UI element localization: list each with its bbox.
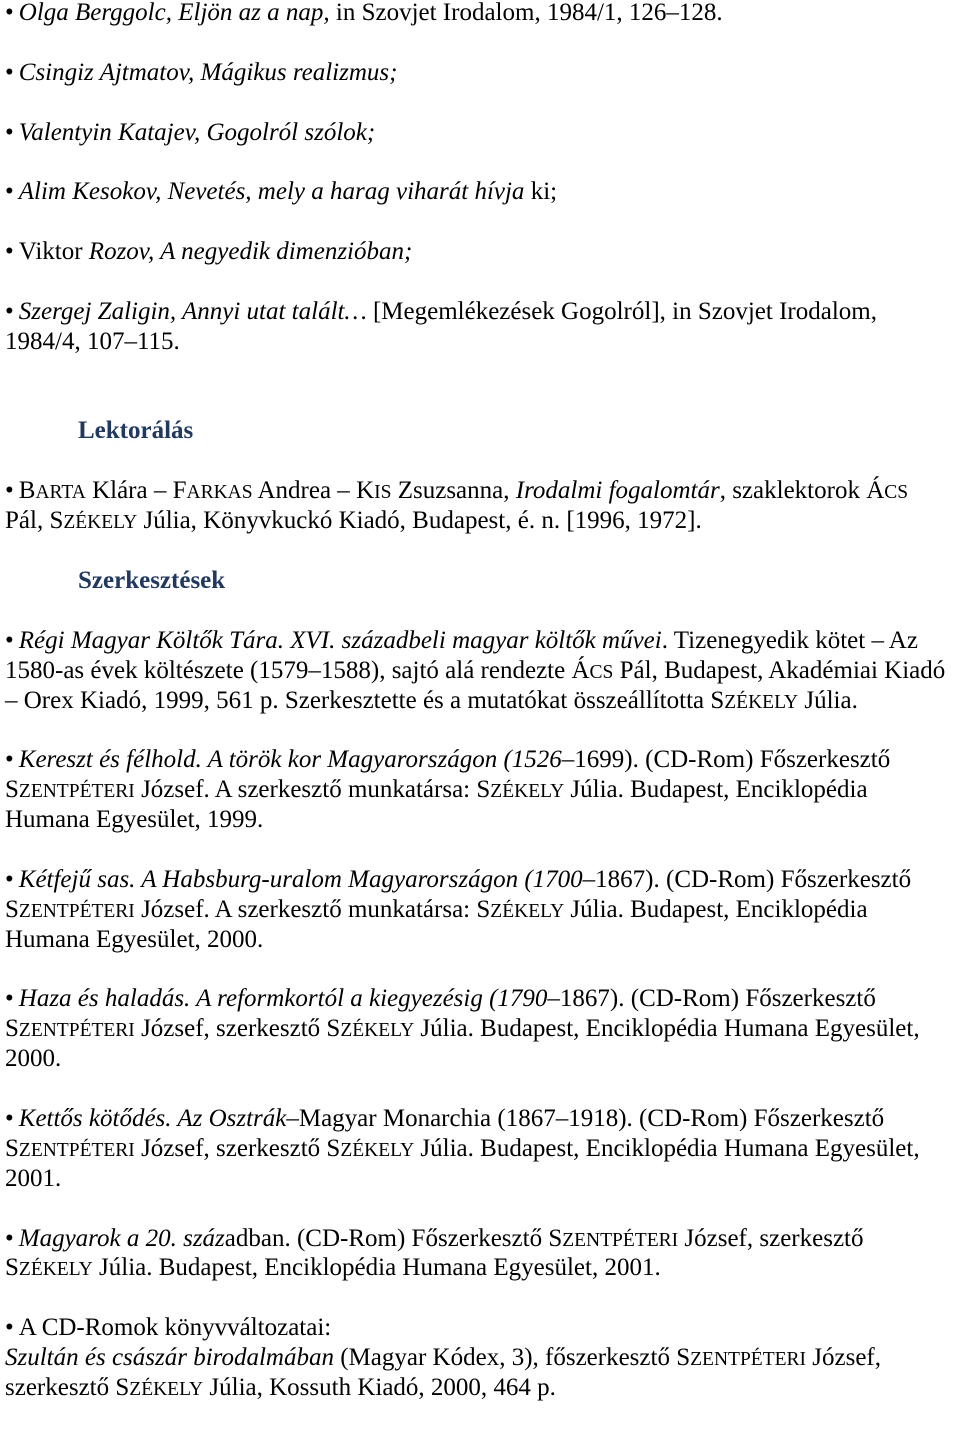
text-line — [5, 1343, 955, 1373]
small-caps-name: SZENTPÉTERI — [5, 1015, 135, 1043]
text-run: Humana Egyesület, 1999. — [5, 806, 264, 834]
bullet-glyph: • — [5, 1104, 14, 1132]
text-run: Pál, Budapest, Akadémiai Kiadó — [613, 656, 946, 684]
text-line — [5, 0, 955, 28]
text-line — [5, 656, 955, 686]
bibliography-entry — [5, 626, 955, 716]
intro-bibliography-list — [5, 0, 955, 357]
text-line — [5, 745, 955, 775]
small-caps-name: SZENTPÉTERI — [5, 895, 135, 923]
text-run: József, — [806, 1344, 882, 1372]
text-line — [5, 1104, 955, 1134]
text-run: Andrea – — [252, 477, 357, 505]
italic-title-text: Magyarok a 20. száz — [18, 1224, 225, 1252]
bullet-glyph: • — [5, 1224, 14, 1252]
text-line — [5, 58, 955, 88]
text-run: 2000. — [5, 1045, 62, 1073]
bibliography-entry — [5, 476, 955, 536]
text-run: Klára – — [85, 477, 173, 505]
small-caps-name: SZENTPÉTERI — [676, 1344, 807, 1372]
section-heading: Lektorálás — [78, 417, 194, 445]
text-run: 1867). (CD-Rom) Főszerkesztő — [559, 985, 876, 1013]
text-run: Magyar Monarchia (1867–1918). (CD-Rom) Főszerkesztő — [298, 1104, 885, 1132]
bullet-glyph: • — [5, 746, 14, 774]
text-run: 1699). (CD-Rom) Főszerkesztő — [574, 746, 891, 774]
text-run: . Tizenegyedik kötet – Az — [661, 626, 918, 654]
text-run: József. A szerkesztő munkatársa: — [134, 895, 477, 923]
italic-title-text: Kettős kötődés. Az Osztrák– — [18, 1104, 299, 1132]
bibliography-entry — [5, 297, 955, 357]
section-szerkesztesek — [5, 566, 955, 1403]
italic-title-text: Szergej Zaligin, Annyi utat talált… — [18, 297, 367, 325]
text-run: , szaklektorok — [719, 477, 867, 505]
text-line — [5, 984, 955, 1014]
italic-title-text: Kétfejű sas. A Habsburg-uralom Magyarországon (1700– — [18, 865, 596, 893]
bibliography-entry — [5, 0, 955, 28]
text-line — [5, 177, 955, 207]
text-run: Viktor — [18, 238, 89, 266]
bibliography-entry — [5, 865, 955, 955]
text-run: Júlia. Budapest, Enciklopédia Humana Egyesület, — [414, 1134, 920, 1162]
small-caps-name: SZENTPÉTERI — [5, 1134, 135, 1162]
italic-title-text: Irodalmi fogalomtár — [515, 477, 720, 505]
bibliography-entry — [5, 745, 955, 835]
small-caps-name: KIS — [356, 477, 392, 505]
bullet-glyph: • — [5, 118, 14, 146]
bibliography-entry — [5, 237, 955, 267]
italic-title-text: Olga Berggolc, Eljön az a nap, — [18, 0, 330, 26]
bullet-glyph: • — [5, 626, 14, 654]
text-run: Júlia, Könyvkuckó Kiadó, Budapest, é. n. [1996, 1972]. — [137, 507, 702, 535]
small-caps-name: SZÉKELY — [5, 1254, 93, 1282]
small-caps-name: SZÉKELY — [710, 686, 799, 714]
bullet-glyph: • — [5, 1314, 14, 1342]
text-line — [5, 237, 955, 267]
section-heading: Szerkesztések — [78, 566, 226, 594]
text-run: Júlia. Budapest, Enciklopédia — [564, 776, 868, 804]
text-run: in Szovjet Irodalom, 1984/1, 126–128. — [329, 0, 723, 26]
text-line — [5, 1014, 955, 1044]
bullet-glyph: • — [5, 0, 14, 26]
text-line — [5, 1164, 955, 1194]
text-run: A CD-Romok könyvváltozatai: — [18, 1314, 332, 1342]
italic-title-text: Rozov, A negyedik dimenzióban; — [88, 238, 413, 266]
text-run: József, szerkesztő — [678, 1224, 864, 1252]
text-run: 1580-as évek költészete (1579–1588), sajtó alá rendezte — [5, 656, 572, 684]
text-run: József, szerkesztő — [134, 1015, 327, 1043]
text-run: Júlia. Budapest, Enciklopédia Humana Egyesület, — [414, 1015, 920, 1043]
text-line — [5, 1313, 955, 1343]
bullet-glyph: • — [5, 178, 14, 206]
text-line — [5, 476, 955, 506]
text-run: József, szerkesztő — [134, 1134, 327, 1162]
bullet-glyph: • — [5, 985, 14, 1013]
bibliography-entry — [5, 1224, 955, 1284]
text-run: Júlia. Budapest, Enciklopédia — [564, 895, 868, 923]
italic-title-text: Szultán és császár birodalmában — [5, 1344, 334, 1372]
small-caps-name: SZÉKELY — [476, 776, 565, 804]
text-line — [5, 297, 955, 327]
italic-title-text: Alim Kesokov, Nevetés, mely a harag viharát hívja — [18, 178, 525, 206]
small-caps-name: ÁCS — [866, 477, 909, 505]
bibliography-entry — [5, 177, 955, 207]
text-line — [5, 327, 955, 357]
italic-title-text: Valentyin Katajev, Gogolról szólok; — [18, 118, 376, 146]
italic-title-text: Haza és haladás. A reformkortól a kiegyezésig (1790– — [18, 985, 560, 1013]
text-line — [5, 686, 955, 716]
text-run: Júlia. — [798, 686, 858, 714]
text-line — [5, 865, 955, 895]
text-run: adban. (CD-Rom) Főszerkesztő — [224, 1224, 549, 1252]
text-run: – Orex Kiadó, 1999, 561 p. Szerkesztette és a mutatókat összeállította — [5, 686, 711, 714]
text-line — [5, 118, 955, 148]
text-run: Humana Egyesület, 2000. — [5, 925, 264, 953]
small-caps-name: SZÉKELY — [326, 1134, 415, 1162]
bibliography-entry — [5, 58, 955, 88]
text-line — [5, 626, 955, 656]
text-run: 1867). (CD-Rom) Főszerkesztő — [595, 865, 912, 893]
small-caps-name: ÁCS — [571, 656, 614, 684]
bullet-glyph: • — [5, 865, 14, 893]
small-caps-name: SZÉKELY — [476, 895, 565, 923]
text-line — [5, 775, 955, 805]
small-caps-name: SZÉKELY — [49, 507, 138, 535]
small-caps-name: SZÉKELY — [326, 1015, 415, 1043]
text-run: Zsuzsanna, — [391, 477, 516, 505]
text-line — [5, 1373, 955, 1403]
text-line — [5, 1134, 955, 1164]
bullet-glyph: • — [5, 238, 14, 266]
text-line — [5, 1044, 955, 1074]
bibliography-entry — [5, 984, 955, 1074]
text-run: ki; — [524, 178, 558, 206]
text-line — [5, 805, 955, 835]
section-lektoralas — [5, 416, 955, 536]
bullet-glyph: • — [5, 297, 14, 325]
text-run: [Megemlékezések Gogolról], in Szovjet Irodalom, — [366, 297, 877, 325]
small-caps-name: FARKAS — [172, 477, 253, 505]
bibliography-entry — [5, 118, 955, 148]
small-caps-name: SZENTPÉTERI — [548, 1224, 679, 1252]
text-run: szerkesztő — [5, 1373, 116, 1401]
text-line — [5, 506, 955, 536]
text-run: Júlia. Budapest, Enciklopédia Humana Egyesület, 2001. — [92, 1254, 661, 1282]
text-run: (Magyar Kódex, 3), főszerkesztő — [333, 1344, 677, 1372]
text-line — [5, 925, 955, 955]
text-line — [5, 1253, 955, 1283]
text-line — [5, 1224, 955, 1254]
text-run: 2001. — [5, 1164, 62, 1192]
text-run: Pál, — [5, 507, 50, 535]
italic-title-text: Régi Magyar Költők Tára. XVI. századbeli magyar költők művei — [18, 626, 662, 654]
bibliography-entry — [5, 1104, 955, 1194]
text-run: Júlia, Kossuth Kiadó, 2000, 464 p. — [203, 1373, 556, 1401]
bibliography-entry — [5, 1313, 955, 1403]
text-run: József. A szerkesztő munkatársa: — [134, 776, 477, 804]
italic-title-text: Csingiz Ajtmatov, Mágikus realizmus; — [18, 58, 398, 86]
text-run: 1984/4, 107–115. — [5, 327, 180, 355]
small-caps-name: SZENTPÉTERI — [5, 776, 135, 804]
bullet-glyph: • — [5, 58, 14, 86]
small-caps-name: BARTA — [18, 477, 86, 505]
bullet-glyph: • — [5, 477, 14, 505]
italic-title-text: Kereszt és félhold. A török kor Magyarországon (1526– — [18, 746, 575, 774]
small-caps-name: SZÉKELY — [115, 1373, 204, 1401]
text-line — [5, 895, 955, 925]
